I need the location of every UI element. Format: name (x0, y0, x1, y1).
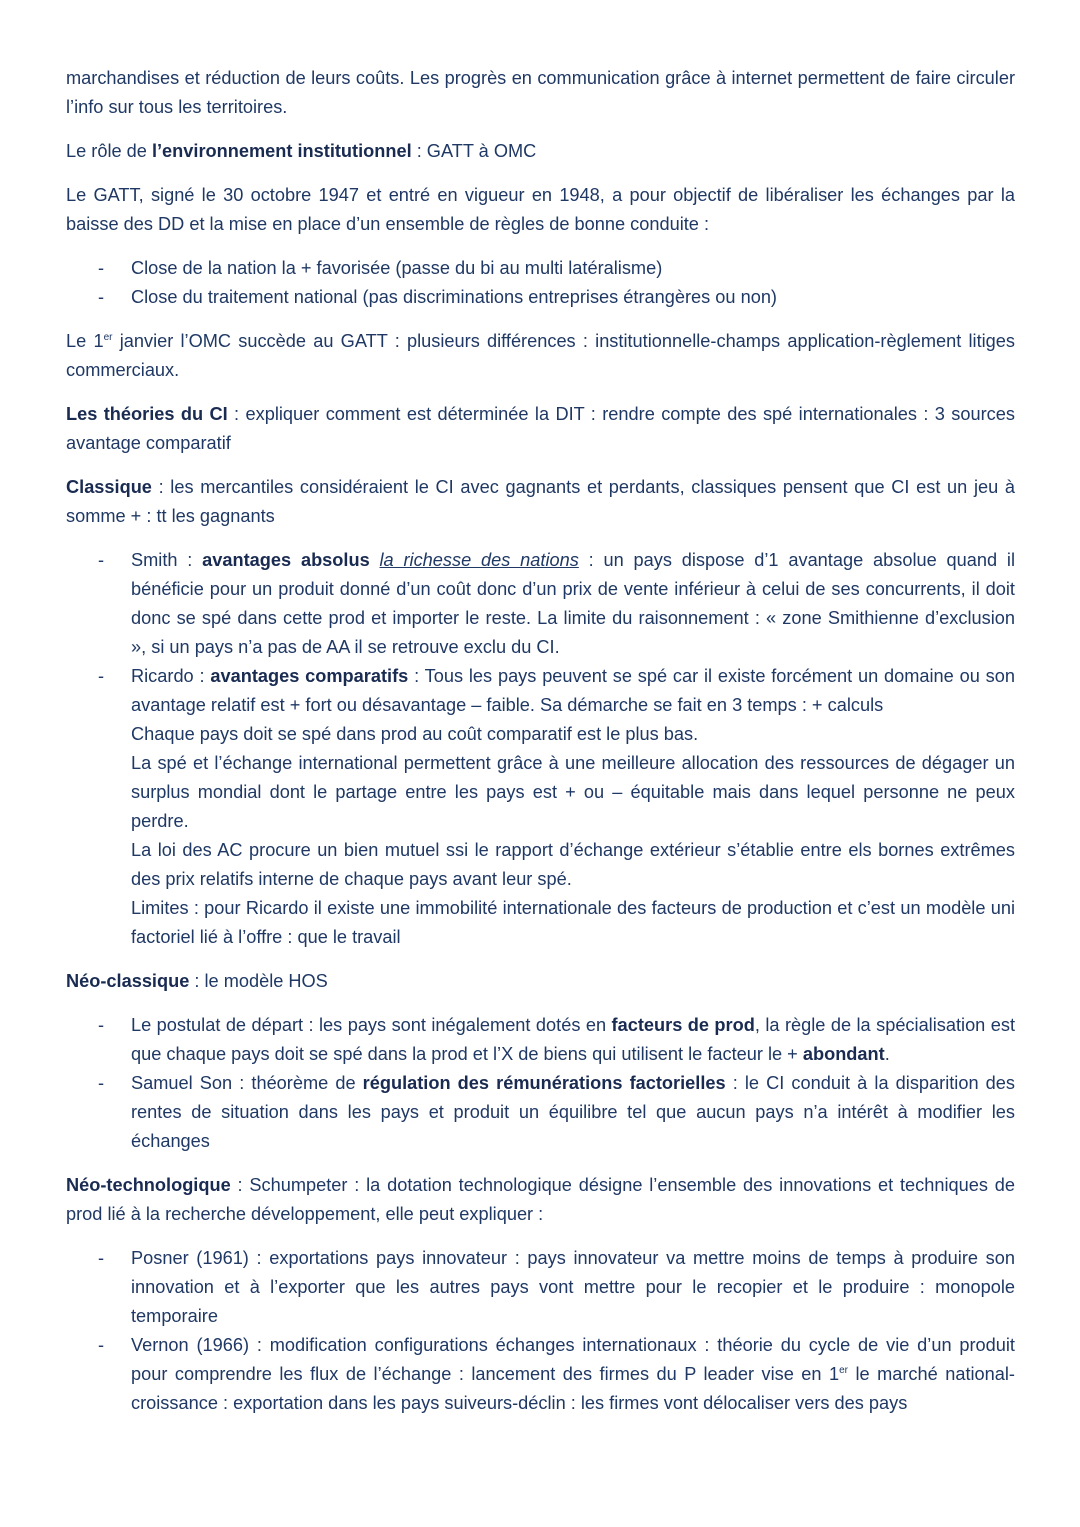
paragraph: Le GATT, signé le 30 octobre 1947 et entré en vigueur en 1948, a pour objectif de libéraliser les échanges par la baisse des DD et la mise en place d’un ensemble de règles de bonne conduite : (66, 185, 1015, 234)
book-title: la richesse des nations (379, 550, 579, 570)
list-continuation: Limites : pour Ricardo il existe une immobilité internationale des facteurs de production et c’est un modèle uni factoriel lié à l’offre : que le travail (131, 898, 1015, 947)
text: : un pays dispose d’1 avantage absolue quand il bénéficie pour un produit donné d’un coût donc d’un prix de vente inférieur à celui de ses concurrents, il doit donc se spé dans cette prod et importer le reste. La limite du raisonnement : « zone Smithienne d’exclusion », si un pays n’a pas de AA il se retrouve exclu du CI. (131, 550, 1015, 657)
bold-term: régulation des rémunérations factorielles (362, 1073, 726, 1093)
dash-list (66, 1011, 1015, 1156)
document-body (66, 64, 1015, 1433)
list-continuation: Chaque pays doit se spé dans prod au coût comparatif est le plus bas. (131, 724, 699, 744)
text: Le rôle de (66, 141, 152, 161)
paragraph (66, 327, 1015, 385)
text: Ricardo : (131, 666, 211, 686)
paragraph (66, 137, 1015, 166)
bold-term: abondant (802, 1044, 885, 1064)
text: : GATT à OMC (411, 141, 537, 161)
text: : le modèle HOS (189, 971, 328, 991)
list-item: - Posner (1961) : exportations pays innovateur : pays innovateur va mettre moins de temps à produire son innovation et à l’exporter que les autres pays vont mettre pour le recopier et le produire : monopole temporaire (66, 1244, 1015, 1331)
list-continuation: La spé et l’échange international permettent grâce à une meilleure allocation des ressources de dégager un surplus mondial dont le partage entre les pays est + ou – équitable mais dans lequel personne ne peux perdre. (131, 753, 1015, 831)
bold-term: l’environnement institutionnel (151, 141, 412, 161)
text: : Schumpeter : la dotation technologique désigne l’ensemble des innovations et techniques de prod lié à la recherche développement, elle peut expliquer : (66, 1175, 1015, 1224)
dash-list (66, 1244, 1015, 1418)
text: Le 1 (66, 331, 104, 351)
dash-list (66, 254, 1015, 312)
text: : le CI conduit à la disparition des rentes de situation dans les pays et produit un équilibre tel que aucun pays n’a intérêt à modifier les échanges (131, 1073, 1015, 1151)
text: : les mercantiles considéraient le CI avec gagnants et perdants, classiques pensent que CI est un jeu à somme + : tt les gagnants (66, 477, 1015, 526)
paragraph: marchandises et réduction de leurs coûts. Les progrès en communication grâce à internet permettent de faire circuler l’info sur tous les territoires. (66, 68, 1015, 117)
text: Le postulat de départ : les pays sont inégalement dotés en (131, 1015, 612, 1035)
paragraph (66, 473, 1015, 531)
list-item (66, 1331, 1015, 1418)
paragraph (66, 400, 1015, 458)
text: : Tous les pays peuvent se spé car il existe forcément un domaine ou son avantage relatif est + fort ou désavantage – faible. Sa démarche se fait en 3 temps : + calculs (131, 666, 1015, 715)
bold-term: facteurs de prod (611, 1015, 755, 1035)
paragraph (66, 967, 1015, 996)
bold-term: Les théories du CI (66, 404, 228, 424)
text: Smith : (131, 550, 203, 570)
bold-term: avantages absolus (202, 550, 370, 570)
text: Vernon (1966) : modification configurations échanges internationaux : théorie du cycle de vie d’un produit pour comprendre les flux de l’échange : lancement des firmes du P leader vise en 1 (131, 1335, 1015, 1384)
list-item (66, 662, 1015, 720)
list-item: - Close de la nation la + favorisée (passe du bi au multi latéralisme) (66, 254, 1015, 283)
bold-term: Classique (66, 477, 152, 497)
dash-list (66, 546, 1015, 720)
text: Samuel Son : théorème de (131, 1073, 363, 1093)
bold-term: Néo-classique (66, 971, 190, 991)
superscript: er (103, 331, 113, 343)
paragraph (66, 1171, 1015, 1229)
text: , la règle de la spécialisation est que chaque pays doit se spé dans la prod et l’X de biens qui utilisent le facteur le + (131, 1015, 1016, 1064)
bold-term: avantages comparatifs (210, 666, 409, 686)
text: le marché national-croissance : exportation dans les pays suiveurs-déclin : les firmes vont délocaliser vers des pays (131, 1364, 1015, 1413)
superscript: er (839, 1364, 849, 1376)
list-item: - Close du traitement national (pas discriminations entreprises étrangères ou non) (66, 283, 1015, 312)
text: . (884, 1044, 890, 1064)
list-item (66, 546, 1015, 662)
bold-term: Néo-technologique (66, 1175, 231, 1195)
text: janvier l’OMC succède au GATT : plusieurs différences : institutionnelle-champs application-règlement litiges commerciaux. (66, 331, 1015, 380)
text: : expliquer comment est déterminée la DIT : rendre compte des spé internationales : 3 sources avantage comparatif (66, 404, 1015, 453)
list-continuation: La loi des AC procure un bien mutuel ssi le rapport d’échange extérieur s’établie entre els bornes extrêmes des prix relatifs interne de chaque pays avant leur spé. (131, 840, 1015, 889)
list-item (66, 1069, 1015, 1156)
list-item (66, 1011, 1015, 1069)
